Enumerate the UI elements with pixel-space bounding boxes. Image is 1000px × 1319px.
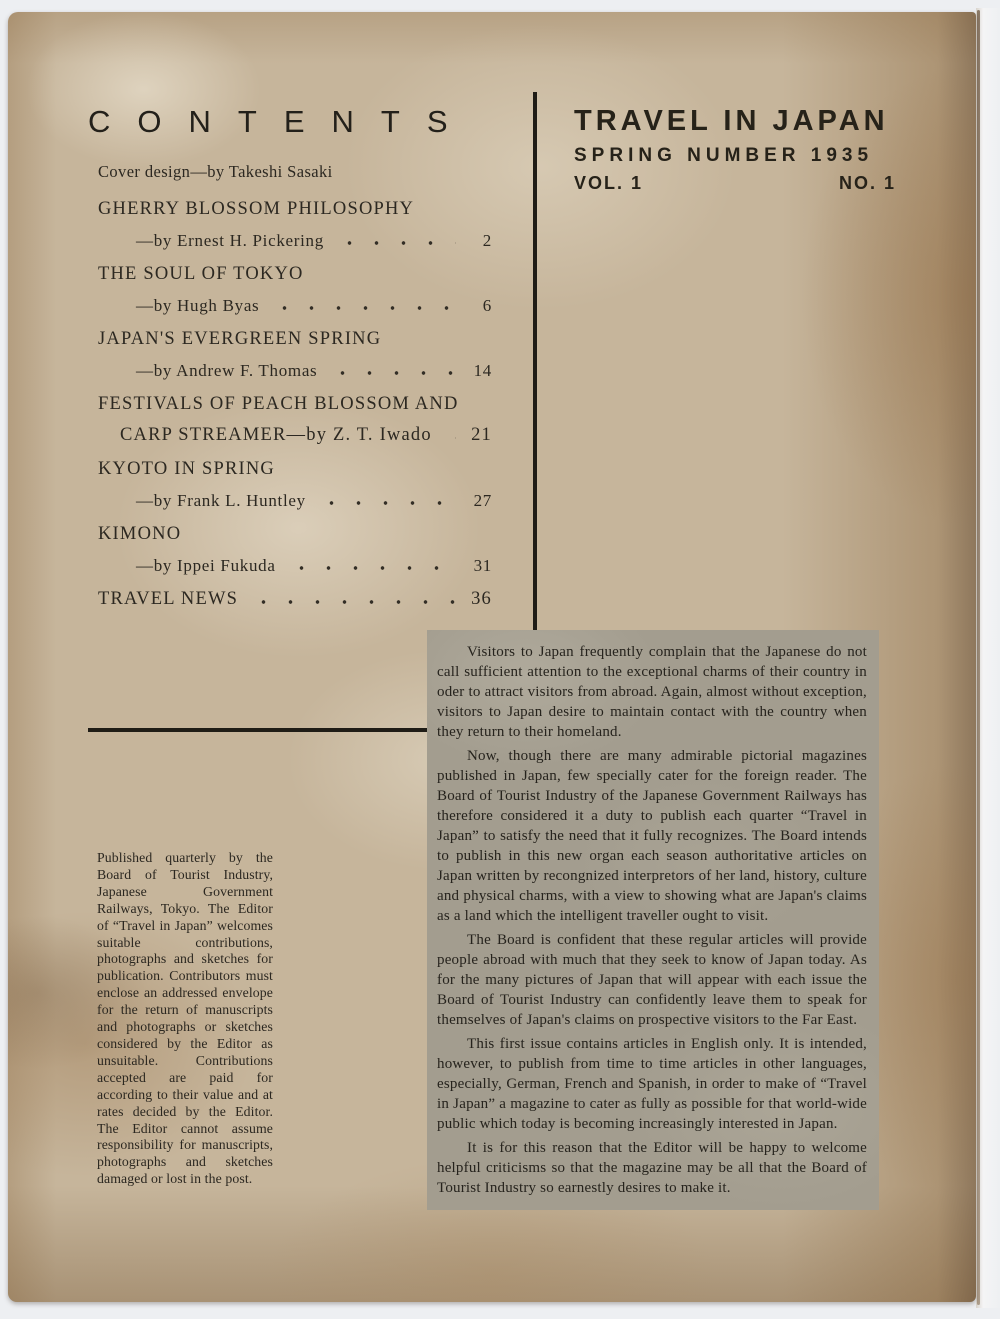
page-edge-shadow: [977, 10, 980, 1305]
dot-leader: [442, 424, 456, 447]
toc-byline-text: —by Andrew F. Thomas: [136, 361, 318, 380]
toc-byline-text: —by Hugh Byas: [136, 296, 260, 315]
vertical-divider-rule: [533, 92, 537, 634]
publication-imprint: [97, 850, 273, 1188]
toc-byline: [136, 489, 492, 512]
imprint-text: Published quarterly by the Board of Tourist Industry, Japanese Government Railways, Tokyo. The Editor of “Travel in Japan” welcomes suitable contributions, photographs and sketches for publication. Contributors must enclose an addressed envelope for the return of manuscripts and photographs or sketches considered by the Editor as unsuitable. Contributions accepted are paid for according to their value and at rates decided by the Editor. The Editor cannot assume responsibility for manuscripts, photographs and sketches damaged or lost in the post.: [97, 850, 273, 1187]
volume-number-row: [574, 173, 896, 194]
intro-paragraph: Now, though there are many admirable pictorial magazines published in Japan, few specially cater for the foreign reader. The Board of Tourist Industry of the Japanese Government Railways has therefore considered it a duty to publish each quarter “Travel in Japan” to satisfy the need that it fully recognizes. The Board intends to publish in this new organ each season authoritative articles on Japan written by recongnized interpretors of her land, history, culture and physical charms, with a view to showing what are Japan's claims as a land which the intelligent traveller ought to visit.: [437, 748, 867, 924]
intro-paragraph: This first issue contains articles in English only. It is intended, however, to publish from time to time articles in other languages, especially, German, French and Spanish, in order to make of “Travel in Japan” a magazine to cater as fully as possible for that world-wide public which today is becoming increasingly interested in Japan.: [437, 1036, 867, 1132]
issue-subtitle: SPRING NUMBER 1935: [574, 145, 874, 166]
editor-introduction-box: [427, 630, 879, 1210]
toc-byline-text: —by Ernest H. Pickering: [136, 231, 324, 250]
intro-paragraph: It is for this reason that the Editor will be happy to welcome helpful criticisms so that the magazine may be all that the Board of Tourist Industry so earnestly desires to make it.: [437, 1140, 867, 1196]
toc-travel-news-row: [98, 588, 492, 611]
toc-byline-text: —by Ippei Fukuda: [136, 556, 276, 575]
toc-title: JAPAN'S EVERGREEN SPRING: [98, 329, 382, 349]
toc-title: KYOTO IN SPRING: [98, 459, 275, 479]
dot-leader: [334, 229, 456, 252]
dot-leader: [248, 588, 456, 611]
toc-title: FESTIVALS OF PEACH BLOSSOM AND: [98, 394, 459, 414]
toc-page-number: 36: [471, 589, 492, 609]
contents-heading: CONTENTS: [88, 104, 475, 139]
toc-page-number: 21: [471, 425, 492, 445]
toc-title-continuation: [120, 424, 492, 447]
dot-leader: [269, 294, 456, 317]
volume-label: VOL. 1: [574, 173, 644, 193]
intro-paragraph: The Board is confident that these regular articles will provide people abroad with much that they seek to know of Japan today. As for the many pictures of Japan that will appear with each issue the Board of Tourist Industry can confidently leave them to speak for themselves of Japan's claims on prospective visitors to the Far East.: [437, 932, 867, 1028]
magazine-contents-page: [8, 12, 976, 1302]
toc-page-number: 27: [473, 491, 492, 510]
toc-title: THE SOUL OF TOKYO: [98, 264, 304, 284]
magazine-title: TRAVEL IN JAPAN: [574, 105, 889, 137]
toc-title: TRAVEL NEWS: [98, 589, 239, 609]
toc-page-number: 2: [482, 231, 492, 250]
toc-byline: [136, 294, 492, 317]
toc-byline: [136, 359, 492, 382]
horizontal-divider-rule: [88, 728, 438, 732]
toc-page-number: 6: [482, 296, 492, 315]
toc-title: KIMONO: [98, 524, 182, 544]
dot-leader: [286, 554, 456, 577]
intro-paragraph: Visitors to Japan frequently complain that the Japanese do not call sufficient attention to the exceptional charms of their country in oder to attract visitors from abroad. Again, almost without exception, visitors to Japan desire to maintain contact with the country when they return to their homeland.: [437, 644, 867, 740]
toc-byline-text: —by Frank L. Huntley: [136, 491, 306, 510]
toc-cover-design-credit: Cover design—by Takeshi Sasaki: [98, 162, 333, 181]
issue-number-label: NO. 1: [838, 173, 896, 193]
toc-byline: [136, 554, 492, 577]
dot-leader: [327, 359, 456, 382]
masthead: [574, 105, 914, 194]
table-of-contents: [88, 104, 492, 619]
toc-byline: [136, 229, 492, 252]
toc-title: GHERRY BLOSSOM PHILOSOPHY: [98, 199, 415, 219]
toc-page-number: 31: [473, 556, 492, 575]
dot-leader: [316, 489, 456, 512]
toc-byline-text: CARP STREAMER—by Z. T. Iwado: [120, 425, 432, 445]
toc-page-number: 14: [473, 361, 492, 380]
